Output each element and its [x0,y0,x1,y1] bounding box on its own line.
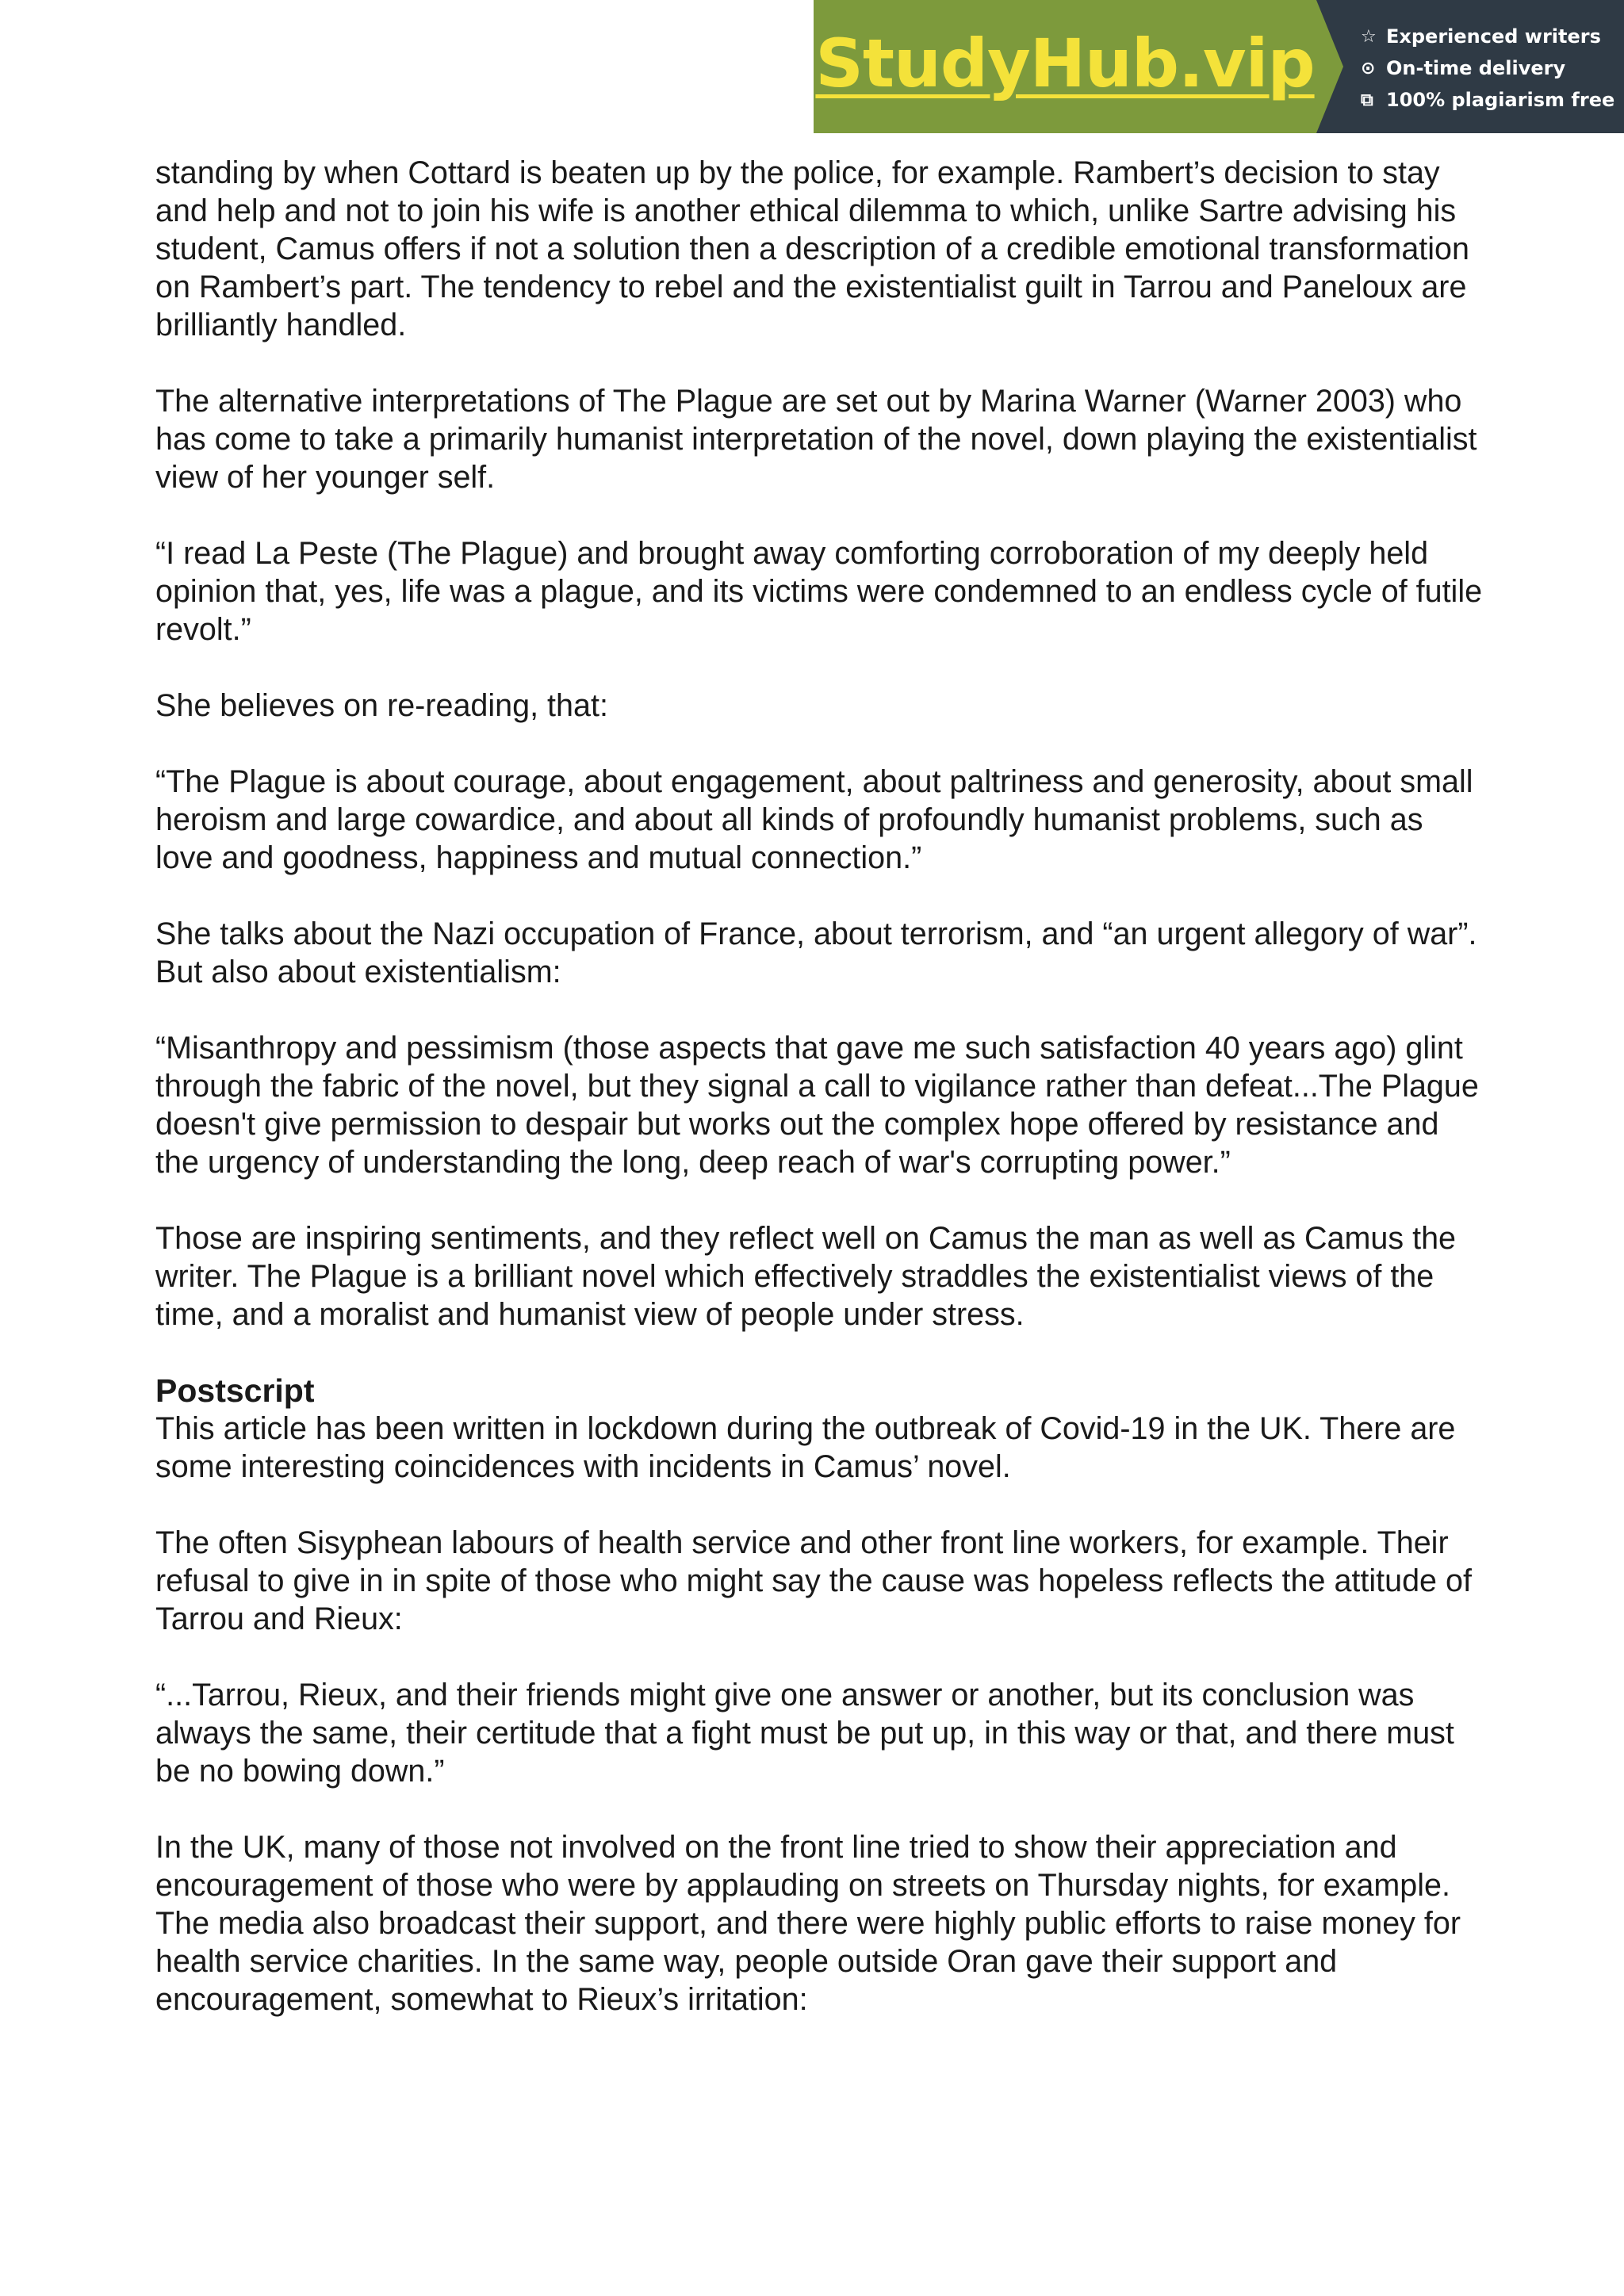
document-body [155,154,1488,2019]
banner-features [1316,0,1624,133]
paragraph: This article has been written in lockdown during the outbreak of Covid-19 in the UK. There are some interesting coincidences with incidents in Camus’ novel. [155,1411,1456,1484]
paragraph: In the UK, many of those not involved on the front line tried to show their appreciation and encouragement of those who were by applauding on streets on Thursday nights, for example. The media also broadcast their support, and there were highly public efforts to raise money for health service charities. In the same way, people outside Oran gave their support and encouragement, somewhat to Rieux’s irritation: [155,1830,1461,2017]
clock-icon: ⊙ [1361,58,1376,78]
banner-arrow-shape [1316,0,1343,133]
studyhub-logo[interactable] [814,0,1316,133]
feature-label: On-time delivery [1386,57,1566,79]
studyhub-banner[interactable] [814,0,1624,133]
paragraph: The often Sisyphean labours of health service and other front line workers, for example. Their refusal to give in in spite of those who might say the cause was hopeless reflects the attitude of Tarrou and Rieux: [155,1525,1472,1636]
quote-paragraph: “Misanthropy and pessimism (those aspects that gave me such satisfaction 40 years ago) glint through the fabric of the novel, but they signal a call to vigilance rather than defeat...The Plague doesn't give permission to despair but works out the complex hope offered by resistance and the urgency of understanding the long, deep reach of war's corrupting power.” [155,1031,1479,1180]
copy-icon: ⧉ [1361,90,1373,110]
quote-paragraph: “...Tarrou, Rieux, and their friends might give one answer or another, but its conclusion was always the same, their certitude that a fight must be put up, in this way or that, and there must be no bowing down.” [155,1678,1454,1789]
paragraph: She talks about the Nazi occupation of France, about terrorism, and “an urgent allegory of war”. But also about existentialism: [155,916,1477,989]
feature-experienced-writers [1361,21,1624,52]
paragraph: She believes on re-reading, that: [155,688,608,723]
logo-text: StudyHub.vip [815,25,1315,102]
quote-paragraph: “The Plague is about courage, about engagement, about paltriness and generosity, about small heroism and large cowardice, and about all kinds of profoundly humanist problems, such as love and goodness, happiness and mutual connection.” [155,764,1473,875]
feature-on-time-delivery [1361,52,1624,84]
section-heading: Postscript [155,1372,315,1409]
star-outline-icon: ☆ [1361,26,1377,47]
paragraph: standing by when Cottard is beaten up by the police, for example. Rambert’s decision to stay and help and not to join his wife is another ethical dilemma to which, unlike Sartre advising his student, Camus offers if not a solution then a description of a credible emotional transformation on Rambert’s part. The tendency to rebel and the existentialist guilt in Tarrou and Paneloux are brilliantly handled. [155,155,1469,342]
paragraph: The alternative interpretations of The Plague are set out by Marina Warner (Warner 2003) who has come to take a primarily humanist interpretation of the novel, down playing the existentialist view of her younger self. [155,384,1477,495]
feature-plagiarism-free [1361,84,1624,116]
paragraph: Those are inspiring sentiments, and they reflect well on Camus the man as well as Camus the writer. The Plague is a brilliant novel which effectively straddles the existentialist views of the time, and a moralist and humanist view of people under stress. [155,1221,1457,1332]
feature-label: Experienced writers [1386,25,1601,48]
quote-paragraph: “I read La Peste (The Plague) and brought away comforting corroboration of my deeply held opinion that, yes, life was a plague, and its victims were condemned to an endless cycle of futile revolt.” [155,536,1483,647]
feature-label: 100% plagiarism free [1386,89,1615,111]
